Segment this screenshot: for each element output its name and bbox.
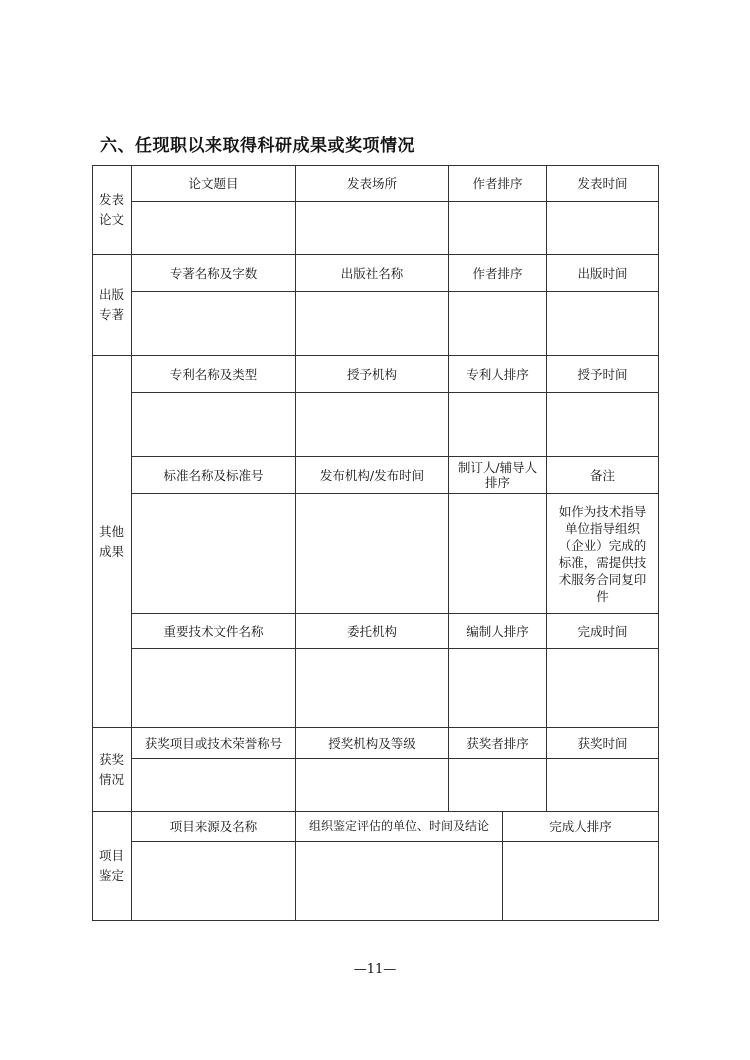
input-cell[interactable]	[547, 393, 659, 457]
standards-note: 如作为技术指导单位指导组织（企业）完成的标准，需提供技术服务合同复印件	[547, 494, 659, 614]
section-label-awards: 获奖情况	[92, 728, 132, 812]
header-appraisal-organization: 组织鉴定评估的单位、时间及结论	[296, 812, 503, 842]
input-cell[interactable]	[449, 494, 547, 614]
input-cell[interactable]	[132, 759, 296, 812]
header-techdoc-name: 重要技术文件名称	[132, 614, 296, 649]
header-book-name: 专著名称及字数	[132, 255, 296, 292]
input-cell[interactable]	[296, 292, 449, 356]
header-patent-authority: 授予机构	[296, 356, 449, 393]
section-label-papers: 发表论文	[92, 165, 132, 255]
input-cell[interactable]	[547, 759, 659, 812]
header-techdoc-date: 完成时间	[547, 614, 659, 649]
input-cell[interactable]	[296, 842, 503, 921]
header-award-winner-order: 获奖者排序	[449, 728, 547, 759]
input-cell[interactable]	[132, 393, 296, 457]
header-patent-date: 授予时间	[547, 356, 659, 393]
input-cell[interactable]	[132, 292, 296, 356]
input-cell[interactable]	[449, 292, 547, 356]
header-paper-venue: 发表场所	[296, 165, 449, 202]
input-cell[interactable]	[296, 759, 449, 812]
header-book-publisher: 出版社名称	[296, 255, 449, 292]
input-cell[interactable]	[503, 842, 659, 921]
section-label-books: 出版专著	[92, 255, 132, 356]
input-cell[interactable]	[132, 494, 296, 614]
section-label-other: 其他成果	[92, 356, 132, 728]
input-cell[interactable]	[296, 393, 449, 457]
header-patent-name: 专利名称及类型	[132, 356, 296, 393]
header-standard-drafter-order: 制订人/辅导人排序	[449, 457, 547, 494]
header-techdoc-client: 委托机构	[296, 614, 449, 649]
input-cell[interactable]	[449, 202, 547, 255]
header-appraisal-project: 项目来源及名称	[132, 812, 296, 842]
header-book-date: 出版时间	[547, 255, 659, 292]
header-award-authority: 授奖机构及等级	[296, 728, 449, 759]
header-standard-remarks: 备注	[547, 457, 659, 494]
page-number: —11—	[353, 962, 397, 977]
input-cell[interactable]	[547, 292, 659, 356]
input-cell[interactable]	[132, 842, 296, 921]
header-paper-author-order: 作者排序	[449, 165, 547, 202]
section-label-appraisal: 项目鉴定	[92, 812, 132, 921]
header-book-author-order: 作者排序	[449, 255, 547, 292]
header-patent-holder-order: 专利人排序	[449, 356, 547, 393]
input-cell[interactable]	[296, 649, 449, 728]
input-cell[interactable]	[449, 393, 547, 457]
section-title: 六、任现职以来取得科研成果或奖项情况	[100, 136, 415, 156]
header-award-date: 获奖时间	[547, 728, 659, 759]
header-award-name: 获奖项目或技术荣誉称号	[132, 728, 296, 759]
header-standard-name: 标准名称及标准号	[132, 457, 296, 494]
input-cell[interactable]	[132, 649, 296, 728]
input-cell[interactable]	[449, 759, 547, 812]
input-cell[interactable]	[547, 202, 659, 255]
input-cell[interactable]	[449, 649, 547, 728]
header-appraisal-completer-order: 完成人排序	[503, 812, 659, 842]
header-techdoc-author-order: 编制人排序	[449, 614, 547, 649]
header-standard-publisher: 发布机构/发布时间	[296, 457, 449, 494]
input-cell[interactable]	[132, 202, 296, 255]
header-paper-title: 论文题目	[132, 165, 296, 202]
input-cell[interactable]	[296, 494, 449, 614]
input-cell[interactable]	[296, 202, 449, 255]
header-paper-date: 发表时间	[547, 165, 659, 202]
input-cell[interactable]	[547, 649, 659, 728]
